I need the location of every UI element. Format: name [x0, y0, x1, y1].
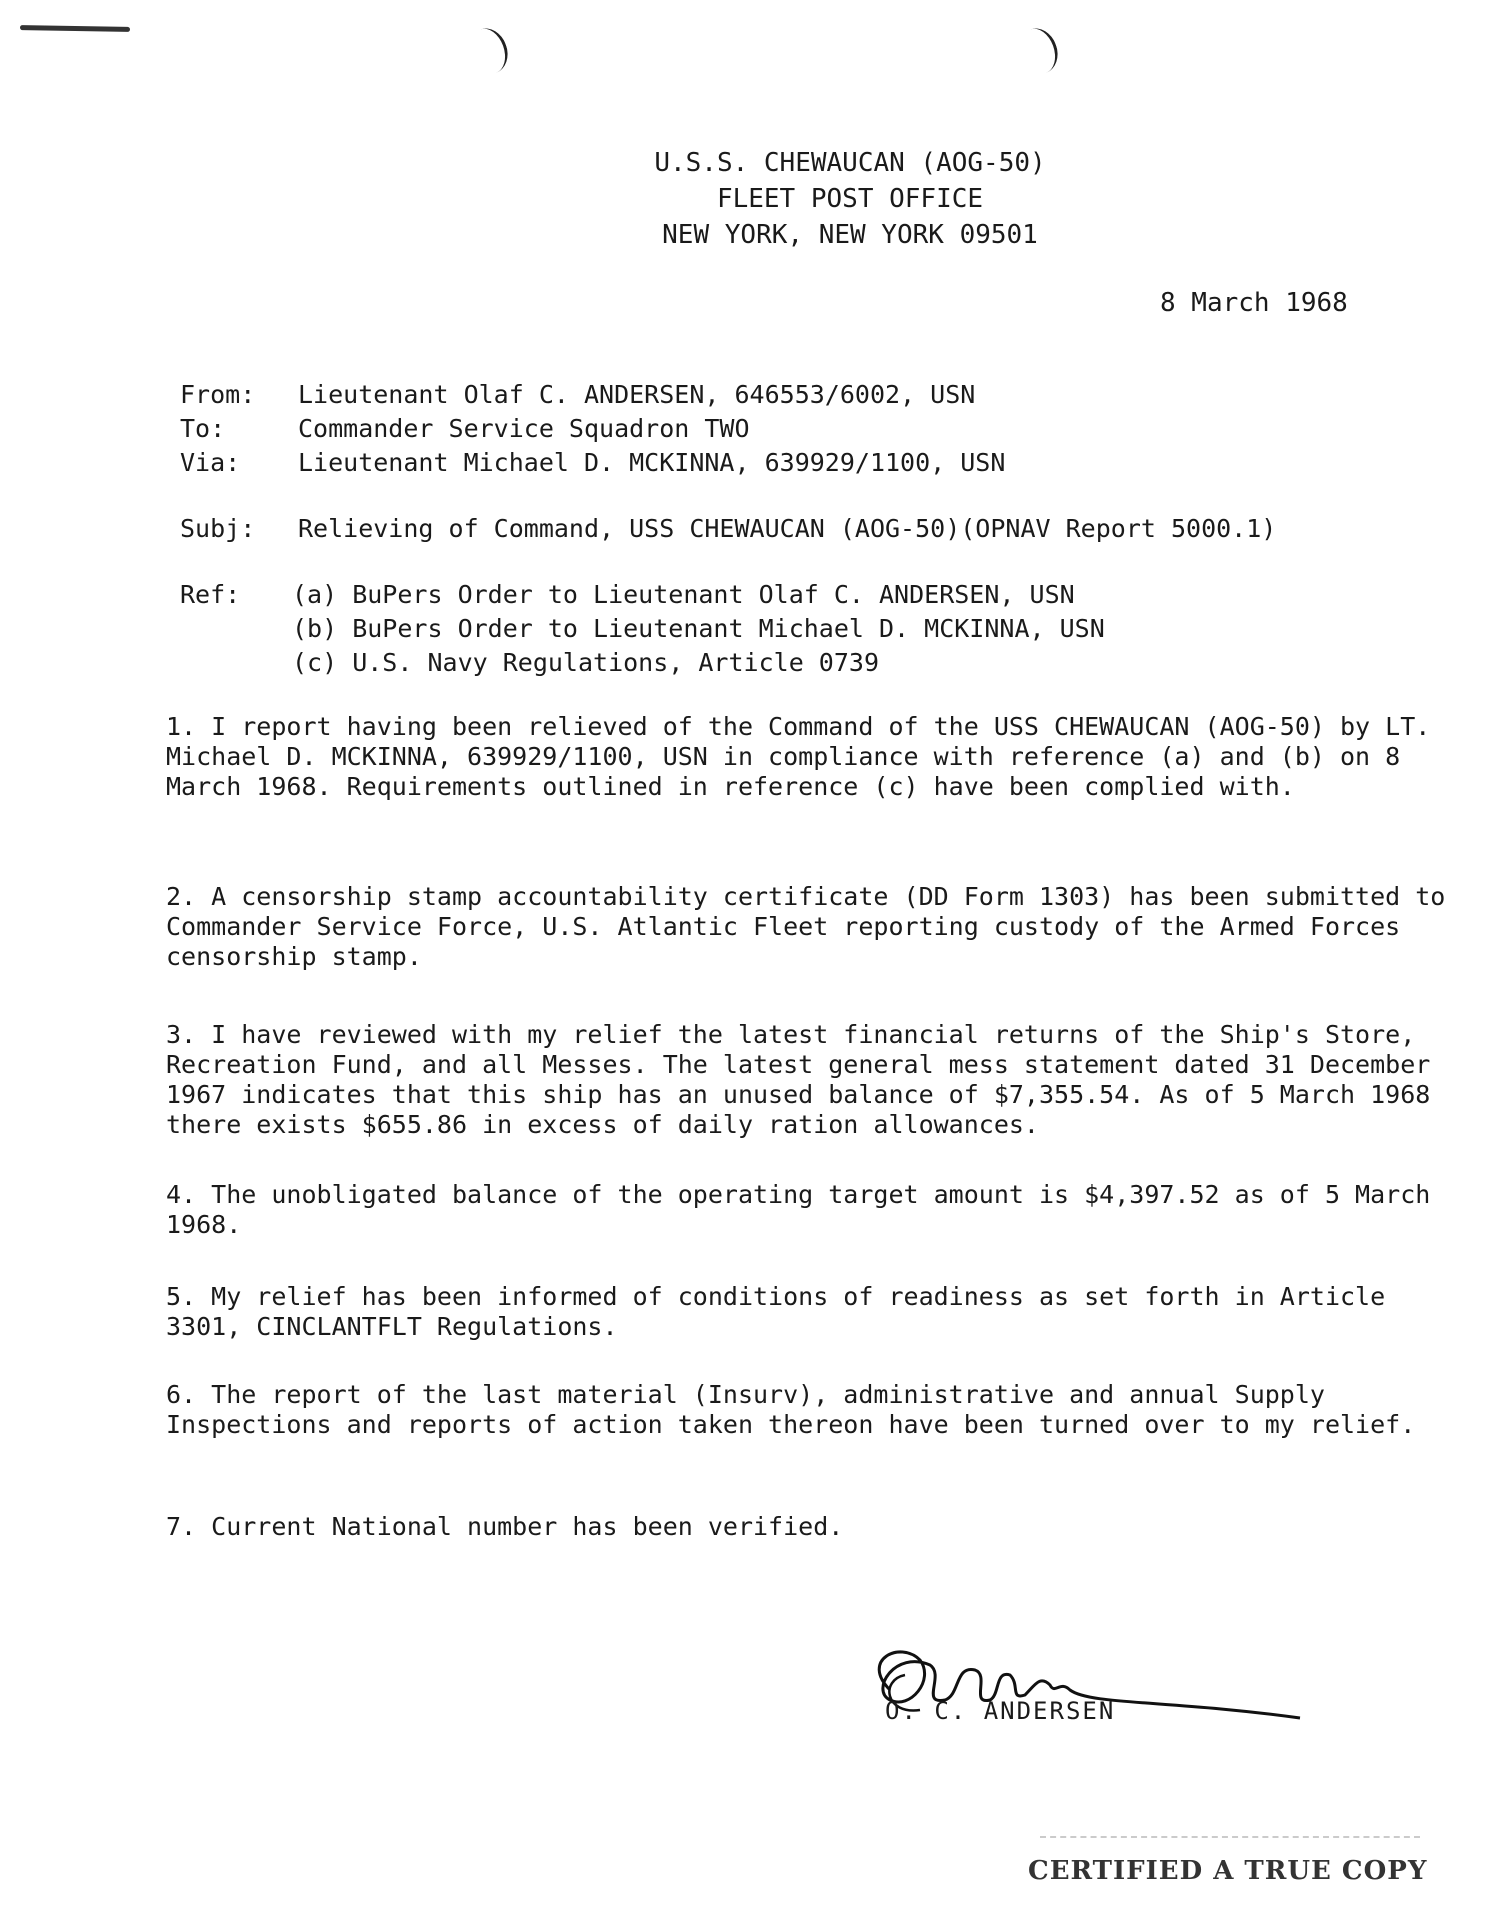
paragraph-5: 5. My relief has been informed of conditions of readiness as set forth in Article 3301, CINCLANTFLT Regulations. [166, 1282, 1386, 1341]
letter-date: 8 March 1968 [1160, 288, 1348, 318]
paragraph-1: 1. I report having been relieved of the Command of the USS CHEWAUCAN (AOG-50) by LT. Michael D. MCKINNA, 639929/1100, USN in compliance with reference (a) and (b) on 8 March 1968. Requirements outlined in reference (c) have been complied with. [166, 712, 1431, 801]
corner-mark [20, 25, 130, 32]
paragraph-6: 6. The report of the last material (Insurv), administrative and annual Supply Inspections and reports of action taken thereon have been turned over to my relief. [166, 1380, 1416, 1439]
from-line [180, 378, 975, 412]
punch-hole-right [1013, 23, 1064, 79]
letterhead-fpo: FLEET POST OFFICE [716, 184, 984, 214]
letterhead-ship: U.S.S. CHEWAUCAN (AOG-50) [654, 148, 1046, 178]
faded-stamp-impression [1040, 1836, 1420, 1852]
via-value: Lieutenant Michael D. MCKINNA, 639929/1100, USN [298, 448, 1006, 477]
subj-value: Relieving of Command, USS CHEWAUCAN (AOG-50)(OPNAV Report 5000.1) [298, 514, 1277, 543]
letterhead [600, 145, 1100, 253]
punch-hole-left [463, 23, 514, 79]
from-label: From: [180, 380, 256, 409]
subj-label: Subj: [180, 514, 256, 543]
from-value: Lieutenant Olaf C. ANDERSEN, 646553/6002, USN [298, 380, 976, 409]
certified-stamp: CERTIFIED A TRUE COPY [1028, 1856, 1428, 1886]
paragraph-2: 2. A censorship stamp accountability certificate (DD Form 1303) has been submitted to Commander Service Force, U.S. Atlantic Fleet reporting custody of the Armed Forces censorship stamp. [166, 882, 1446, 971]
to-label: To: [180, 414, 226, 443]
reference-item: (b) BuPers Order to Lieutenant Michael D. MCKINNA, USN [292, 614, 1105, 643]
reference-item: (c) U.S. Navy Regulations, Article 0739 [292, 648, 879, 677]
reference-item: (a) BuPers Order to Lieutenant Olaf C. ANDERSEN, USN [292, 580, 1075, 609]
signature-name: O. C. ANDERSEN [885, 1697, 1116, 1725]
letterhead-city: NEW YORK, NEW YORK 09501 [662, 220, 1038, 250]
paragraph-7: 7. Current National number has been verified. [166, 1512, 844, 1541]
ref-label: Ref: [180, 580, 241, 609]
subject-line [180, 512, 1276, 546]
to-line [180, 412, 750, 446]
references [180, 578, 1105, 680]
via-label: Via: [180, 448, 241, 477]
paragraph-3: 3. I have reviewed with my relief the latest financial returns of the Ship's Store, Recreation Fund, and all Messes. The latest general mess statement dated 31 December 1967 indicates that this ship has an unused balance of $7,355.54. As of 5 March 1968 there exists $655.86 in excess of daily ration allowances. [166, 1020, 1431, 1139]
via-line [180, 446, 1005, 480]
to-value: Commander Service Squadron TWO [298, 414, 750, 443]
paragraph-4: 4. The unobligated balance of the operating target amount is $4,397.52 as of 5 March 1968. [166, 1180, 1431, 1239]
